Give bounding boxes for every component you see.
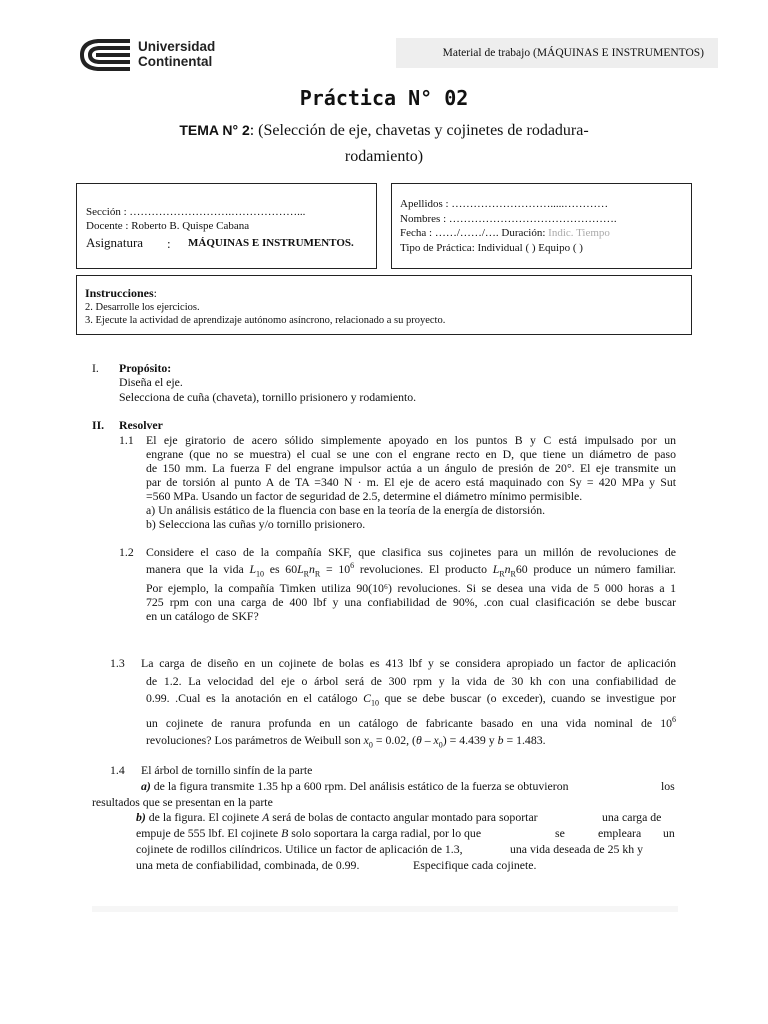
instruction-item: 3. Ejecute la actividad de aprendizaje autónomo asíncrono, relacionado a su proyecto. <box>85 315 446 326</box>
fecha-field[interactable]: Fecha : ……/……/…. Duración: Indic. Tiempo <box>400 227 610 239</box>
section-number: II. <box>92 418 105 432</box>
section-title: Propósito: <box>119 361 172 375</box>
problem-1-4-line: empuje de 555 lbf. El cojinete B solo soportara la carga radial, por lo que <box>136 826 482 840</box>
duracion-hint: Indic. Tiempo <box>548 227 610 239</box>
page-divider <box>92 906 678 912</box>
problem-1-4-word: una carga de <box>602 810 662 824</box>
section-title: Resolver <box>119 418 163 432</box>
tipo-practica-field[interactable]: Tipo de Práctica: Individual ( ) Equipo ( ) <box>400 242 583 254</box>
material-header: Material de trabajo (MÁQUINAS E INSTRUMENTOS) <box>396 38 718 68</box>
problem-1-4-line: Especifique cada cojinete. <box>413 858 537 872</box>
problem-1-4-line: a) de la figura transmite 1.35 hp a 600 rpm. Del análisis estático de la fuerza se obtuvieron <box>141 779 569 793</box>
nombres-field[interactable]: Nombres : ………………………………………. <box>400 213 617 225</box>
problem-1-4-line: resultados que se presentan en la parte <box>92 795 273 809</box>
problem-number: 1.1 <box>119 433 134 447</box>
student-info-box <box>391 183 692 269</box>
tema-heading: TEMA N° 2: (Selección de eje, chavetas y cojinetes de rodadura- rodamiento) <box>179 122 589 165</box>
page-title: Práctica N° 02 <box>299 86 469 110</box>
instructions-box <box>76 275 692 335</box>
problem-number: 1.3 <box>110 656 125 670</box>
instructions-title: Instrucciones: <box>85 286 158 300</box>
problem-1-1: El eje giratorio de acero sólido simplemente apoyado en los puntos B y C está impulsado por un engrane (que no se muestra) el cual se une con el engrane recto en D, que tiene un diámetro de paso de 150 mm. La fuerza F del engrane impulsor actúa a un ángulo de presión de 20°. El eje transmite un par de torsión al punto A de TA =340 N · m. El eje de acero está maquinado con Sy = 420 MPa y Sut =560 MPa. Usando un factor de seguridad de 2.5, determine el diámetro mínimo permisible. a) Un análisis estático de la fluencia con base en la teoría de la energía de distorsión. b) Selecciona las cuñas y/o tornillo prisionero. <box>146 433 676 531</box>
problem-1-4-word: los <box>661 779 675 793</box>
course-info-box <box>76 183 377 269</box>
apellidos-field[interactable]: Apellidos : ……………………….....………… <box>400 198 609 210</box>
problem-1-4-line: cojinete de rodillos cilíndricos. Utilice un factor de aplicación de 1.3, <box>136 842 463 856</box>
seccion-field: Sección : ……………………….………………... <box>86 206 306 218</box>
problem-1-3-body: de 1.2. La velocidad del eje o árbol será de 300 rpm y la vida de 30 kh con una confiabilidad de 0.99. .Cual es la anotación en el catálogo $C_{10}$ que se debe buscar (o exceder), cuando se investigue por un cojinete de ranura profunda en un catálogo de fabricante basado en una vida nominal de $10^6$ revoluciones? Los parámetros de Weibull son $x_0 = 0.02$, $(\theta - x_0) = 4.439$ y b = 1.483. <box>146 674 677 750</box>
problem-1-4-line: una meta de confiabilidad, combinada, de 0.99. <box>136 858 360 872</box>
purpose-line: Selecciona de cuña (chaveta), tornillo prisionero y rodamiento. <box>119 390 417 404</box>
purpose-line: Diseña el eje. <box>119 375 183 389</box>
problem-1-3: La carga de diseño en un cojinete de bolas es 413 lbf y se considera apropiado un factor de aplicación <box>141 656 676 670</box>
problem-1-4-word: se <box>555 826 565 840</box>
problem-number: 1.4 <box>110 763 125 777</box>
problem-1-4-line: El árbol de tornillo sinfín de la parte <box>141 763 313 777</box>
problem-1-4-line: b) de la figura. El cojinete A será de bolas de contacto angular montado para soportar <box>136 810 538 824</box>
problem-number: 1.2 <box>119 545 134 559</box>
problem-1-4-word: empleara <box>598 826 642 840</box>
problem-1-2: Considere el caso de la compañía SKF, que clasifica sus cojinetes para un millón de revoluciones de manera que la vida $L_{10}$ es $60L_Rn_R = 10^6$ revoluciones. El producto $L_Rn_R60$ produce un número familiar. Por ejemplo, la compañía Timken utiliza 90(10⁶) revoluciones. Si se desea una vida de 5 000 horas a 1 725 rpm con una carga de 400 lbf y una confiabilidad de 90%, .con cual clasificación se debe buscar en un catálogo de SKF? <box>146 545 677 624</box>
university-logo-icon <box>78 38 138 72</box>
university-logo-text: Universidad Continental <box>138 39 216 69</box>
section-number: I. <box>92 361 99 375</box>
docente-field: Docente : Roberto B. Quispe Cabana <box>86 220 250 232</box>
asignatura-value: MÁQUINAS E INSTRUMENTOS. <box>188 237 354 249</box>
instruction-item: 2. Desarrolle los ejercicios. <box>85 302 200 313</box>
problem-1-4-line: una vida deseada de 25 kh y <box>510 842 643 856</box>
asignatura-label: Asignatura <box>86 235 144 250</box>
asignatura-colon: : <box>167 236 171 251</box>
problem-1-4-word: un <box>663 826 675 840</box>
